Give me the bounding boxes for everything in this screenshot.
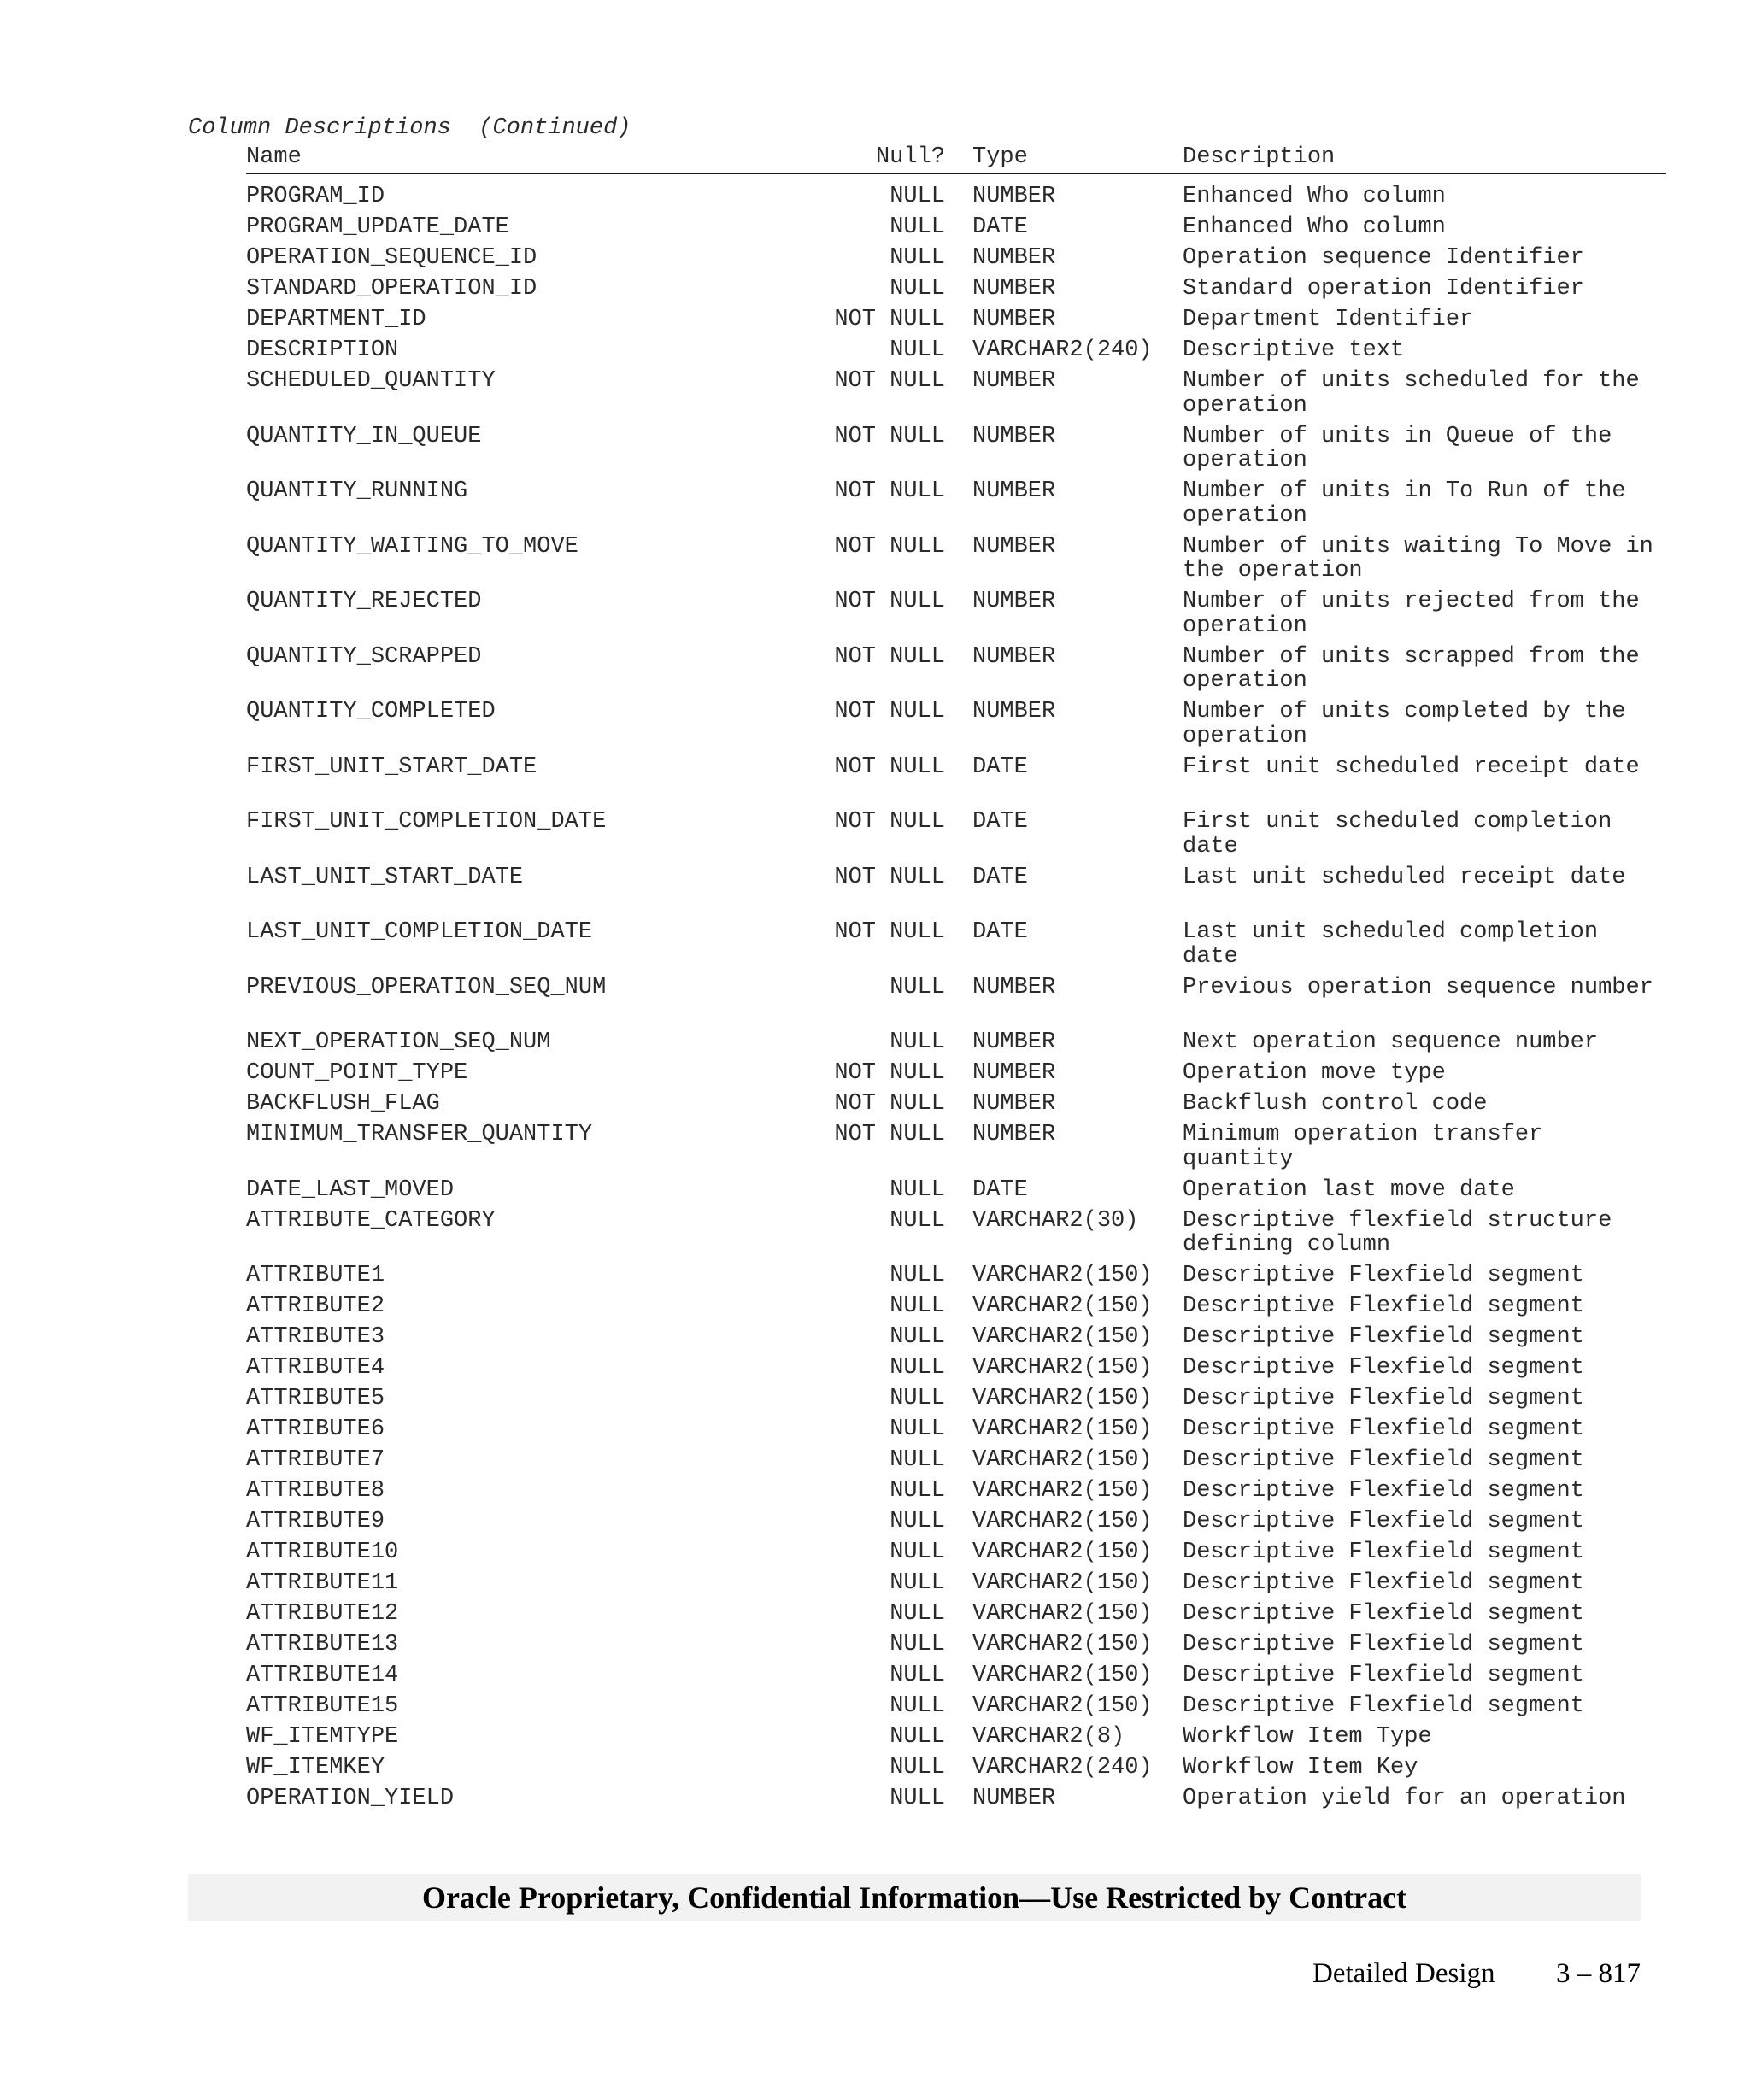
cell-description: Descriptive Flexfield segment [1183,1540,1584,1565]
cell-description: Number of units scrapped from the operation [1183,643,1640,694]
cell-name: PREVIOUS_OPERATION_SEQ_NUM [246,974,607,1000]
cell-description: Descriptive Flexfield segment [1183,1355,1584,1381]
cell-null: NULL [890,1509,945,1534]
cell-description: Descriptive Flexfield segment [1183,1447,1584,1473]
table-row [246,185,1666,215]
cell-description: Minimum operation transfer quantity [1183,1122,1543,1172]
cell-null: NOT NULL [834,754,945,780]
cell-null: NOT NULL [834,368,945,394]
table-row [246,479,1666,535]
cell-description: First unit scheduled completion date [1183,809,1612,859]
cell-name: PROGRAM_ID [246,184,385,209]
cell-null: NOT NULL [834,307,945,332]
cell-null: NULL [890,1632,945,1657]
cell-name: ATTRIBUTE3 [246,1324,385,1350]
cell-name: ATTRIBUTE8 [246,1478,385,1504]
cell-null: NULL [890,1447,945,1473]
column-header-name: Name [246,144,302,170]
cell-type: NUMBER [972,368,1056,394]
cell-name: STANDARD_OPERATION_ID [246,276,537,302]
cell-name: ATTRIBUTE11 [246,1570,399,1596]
confidentiality-banner: Oracle Proprietary, Confidential Information––Use Restricted by Contract [188,1874,1641,1921]
cell-null: NOT NULL [834,589,945,614]
cell-null: NULL [890,1263,945,1288]
cell-name: LAST_UNIT_START_DATE [246,864,524,890]
cell-type: VARCHAR2(150) [972,1478,1153,1504]
cell-name: ATTRIBUTE15 [246,1693,399,1719]
cell-name: QUANTITY_COMPLETED [246,699,496,724]
cell-null: NULL [890,276,945,302]
cell-description: Number of units waiting To Move in the operation [1183,533,1653,584]
cell-null: NULL [890,1755,945,1780]
cell-description: Department Identifier [1183,307,1474,332]
column-descriptions-table [246,144,1666,1842]
page-heading: Column Descriptions (Continued) [188,115,631,141]
cell-type: VARCHAR2(150) [972,1540,1153,1565]
cell-name: ATTRIBUTE5 [246,1386,385,1411]
cell-name: DATE_LAST_MOVED [246,1176,455,1203]
table-row [246,338,1666,369]
cell-null: NULL [890,245,945,271]
cell-name: PROGRAM_UPDATE_DATE [246,214,509,240]
cell-name: NEXT_OPERATION_SEQ_NUM [246,1029,551,1055]
cell-description: Operation last move date [1183,1176,1515,1203]
cell-description: Operation yield for an operation [1183,1786,1626,1811]
cell-null: NULL [890,1176,945,1203]
cell-description: Descriptive Flexfield segment [1183,1478,1584,1504]
cell-description: Number of units in To Run of the operation [1183,478,1626,529]
cell-type: NUMBER [972,1029,1056,1055]
table-row [246,1694,1666,1725]
cell-name: QUANTITY_REJECTED [246,589,482,614]
cell-description: Enhanced Who column [1183,184,1446,209]
cell-name: DESCRIPTION [246,337,399,363]
cell-type: DATE [972,754,1028,780]
cell-name: QUANTITY_WAITING_TO_MOVE [246,533,578,560]
cell-null: NOT NULL [834,699,945,724]
cell-null: NULL [890,1029,945,1055]
cell-description: Descriptive Flexfield segment [1183,1324,1584,1350]
table-row [246,1061,1666,1092]
cell-null: NULL [890,1570,945,1596]
cell-null: NULL [890,1601,945,1627]
cell-name: FIRST_UNIT_START_DATE [246,754,537,780]
cell-null: NOT NULL [834,1091,945,1117]
cell-null: NULL [890,1478,945,1504]
table-row [246,1178,1666,1209]
table-header [246,144,1666,174]
table-body [246,174,1666,1842]
cell-name: ATTRIBUTE14 [246,1663,399,1688]
table-row [246,425,1666,480]
cell-type: NUMBER [972,478,1056,504]
cell-description: Previous operation sequence number [1183,974,1653,1000]
cell-type: NUMBER [972,1122,1056,1147]
footer-section-title: Detailed Design [1312,1958,1495,1989]
column-header-null: Null? [875,144,945,170]
cell-type: NUMBER [972,1091,1056,1117]
cell-description: Number of units scheduled for the operation [1183,368,1640,419]
cell-null: NULL [890,337,945,363]
cell-name: ATTRIBUTE7 [246,1447,385,1473]
table-row [246,1633,1666,1663]
table-row [246,1294,1666,1325]
cell-type: VARCHAR2(150) [972,1570,1153,1596]
cell-null: NOT NULL [834,423,945,449]
cell-description: Descriptive Flexfield segment [1183,1570,1584,1596]
table-row [246,1030,1666,1061]
table-row [246,1387,1666,1417]
cell-name: ATTRIBUTE6 [246,1417,385,1442]
table-row [246,810,1666,865]
cell-null: NULL [890,1724,945,1750]
cell-null: NULL [890,1293,945,1319]
footer-page-number: 3 – 817 [1556,1958,1641,1989]
cell-description: Descriptive Flexfield segment [1183,1417,1584,1442]
cell-null: NULL [890,1786,945,1811]
cell-description: Last unit scheduled receipt date [1183,864,1626,890]
cell-name: ATTRIBUTE_CATEGORY [246,1207,496,1234]
column-header-type: Type [972,144,1028,170]
table-row [246,1510,1666,1540]
cell-name: ATTRIBUTE13 [246,1632,399,1657]
table-row [246,590,1666,645]
cell-description: Number of units rejected from the operation [1183,589,1640,639]
cell-null: NOT NULL [834,533,945,560]
cell-null: NOT NULL [834,1122,945,1147]
column-header-description: Description [1183,144,1336,170]
cell-type: VARCHAR2(30) [972,1207,1139,1234]
cell-null: NULL [890,974,945,1000]
cell-name: ATTRIBUTE2 [246,1293,385,1319]
cell-null: NULL [890,1324,945,1350]
cell-type: VARCHAR2(150) [972,1386,1153,1411]
table-row [246,246,1666,277]
cell-description: Backflush control code [1183,1091,1488,1117]
cell-type: NUMBER [972,974,1056,1000]
table-row [246,1602,1666,1633]
cell-null: NOT NULL [834,478,945,504]
cell-description: Last unit scheduled completion date [1183,919,1599,970]
cell-type: VARCHAR2(150) [972,1447,1153,1473]
cell-description: Descriptive Flexfield segment [1183,1693,1584,1719]
cell-description: Descriptive Flexfield segment [1183,1386,1584,1411]
table-row [246,865,1666,921]
cell-null: NULL [890,1663,945,1688]
table-row [246,1264,1666,1294]
table-row [246,1417,1666,1448]
cell-null: NULL [890,1386,945,1411]
cell-description: Standard operation Identifier [1183,276,1584,302]
cell-name: ATTRIBUTE10 [246,1540,399,1565]
cell-type: DATE [972,214,1028,240]
cell-type: DATE [972,809,1028,835]
table-row [246,1092,1666,1123]
cell-description: Descriptive Flexfield segment [1183,1663,1584,1688]
cell-type: VARCHAR2(150) [972,1693,1153,1719]
cell-null: NULL [890,1540,945,1565]
table-row [246,1663,1666,1694]
table-row [246,920,1666,976]
cell-name: OPERATION_SEQUENCE_ID [246,245,537,271]
table-row [246,976,1666,1031]
cell-null: NULL [890,1207,945,1234]
cell-null: NULL [890,1693,945,1719]
table-row [246,1325,1666,1356]
cell-description: Operation move type [1183,1060,1446,1086]
table-row [246,1209,1666,1264]
cell-name: QUANTITY_SCRAPPED [246,643,482,670]
cell-description: Number of units completed by the operation [1183,699,1626,749]
table-row [246,215,1666,246]
cell-type: VARCHAR2(150) [972,1509,1153,1534]
cell-description: First unit scheduled receipt date [1183,754,1640,780]
cell-description: Workflow Item Key [1183,1755,1418,1780]
cell-type: VARCHAR2(240) [972,337,1153,363]
cell-type: VARCHAR2(150) [972,1324,1153,1350]
cell-description: Operation sequence Identifier [1183,245,1584,271]
cell-description: Descriptive text [1183,337,1405,363]
cell-null: NULL [890,214,945,240]
cell-type: NUMBER [972,423,1056,449]
table-row [246,1448,1666,1479]
cell-name: FIRST_UNIT_COMPLETION_DATE [246,809,607,835]
cell-type: DATE [972,864,1028,890]
cell-type: NUMBER [972,1060,1056,1086]
cell-name: ATTRIBUTE4 [246,1355,385,1381]
cell-type: VARCHAR2(150) [972,1632,1153,1657]
table-row [246,1786,1666,1842]
cell-name: LAST_UNIT_COMPLETION_DATE [246,919,593,945]
cell-description: Descriptive Flexfield segment [1183,1263,1584,1288]
cell-type: DATE [972,1176,1028,1203]
cell-type: NUMBER [972,276,1056,302]
cell-type: VARCHAR2(150) [972,1601,1153,1627]
cell-description: Descriptive Flexfield segment [1183,1632,1584,1657]
cell-type: NUMBER [972,533,1056,560]
cell-type: NUMBER [972,245,1056,271]
table-row [246,1356,1666,1387]
cell-name: MINIMUM_TRANSFER_QUANTITY [246,1122,593,1147]
table-row [246,535,1666,590]
cell-null: NULL [890,1417,945,1442]
cell-type: NUMBER [972,1786,1056,1811]
table-row [246,1123,1666,1178]
cell-type: NUMBER [972,643,1056,670]
table-row [246,277,1666,308]
cell-type: DATE [972,919,1028,945]
cell-name: DEPARTMENT_ID [246,307,426,332]
table-row [246,700,1666,755]
cell-description: Descriptive Flexfield segment [1183,1293,1584,1319]
cell-type: NUMBER [972,699,1056,724]
cell-name: QUANTITY_RUNNING [246,478,468,504]
cell-description: Enhanced Who column [1183,214,1446,240]
cell-type: NUMBER [972,184,1056,209]
cell-type: NUMBER [972,307,1056,332]
cell-name: ATTRIBUTE9 [246,1509,385,1534]
cell-description: Descriptive flexfield structure defining column [1183,1207,1612,1258]
cell-type: VARCHAR2(150) [972,1263,1153,1288]
cell-null: NOT NULL [834,919,945,945]
cell-description: Descriptive Flexfield segment [1183,1601,1584,1627]
cell-name: WF_ITEMKEY [246,1755,385,1780]
cell-description: Next operation sequence number [1183,1029,1599,1055]
table-row [246,369,1666,425]
table-row [246,1479,1666,1510]
cell-name: COUNT_POINT_TYPE [246,1060,468,1086]
cell-name: OPERATION_YIELD [246,1786,455,1811]
cell-description: Workflow Item Type [1183,1724,1432,1750]
cell-name: BACKFLUSH_FLAG [246,1091,440,1117]
table-row [246,308,1666,338]
cell-null: NOT NULL [834,864,945,890]
table-row [246,645,1666,701]
cell-type: VARCHAR2(240) [972,1755,1153,1780]
cell-name: WF_ITEMTYPE [246,1724,399,1750]
cell-type: VARCHAR2(150) [972,1293,1153,1319]
cell-type: VARCHAR2(150) [972,1417,1153,1442]
cell-null: NOT NULL [834,643,945,670]
cell-name: SCHEDULED_QUANTITY [246,368,496,394]
table-row [246,1540,1666,1571]
cell-description: Descriptive Flexfield segment [1183,1509,1584,1534]
cell-type: VARCHAR2(150) [972,1355,1153,1381]
table-row [246,1571,1666,1602]
table-row [246,1756,1666,1786]
cell-name: ATTRIBUTE1 [246,1263,385,1288]
cell-name: ATTRIBUTE12 [246,1601,399,1627]
table-row [246,1725,1666,1756]
cell-name: QUANTITY_IN_QUEUE [246,423,482,449]
table-row [246,755,1666,811]
cell-type: VARCHAR2(8) [972,1724,1125,1750]
cell-null: NOT NULL [834,809,945,835]
cell-null: NULL [890,184,945,209]
cell-type: VARCHAR2(150) [972,1663,1153,1688]
cell-null: NULL [890,1355,945,1381]
cell-description: Number of units in Queue of the operation [1183,423,1612,473]
cell-type: NUMBER [972,589,1056,614]
cell-null: NOT NULL [834,1060,945,1086]
